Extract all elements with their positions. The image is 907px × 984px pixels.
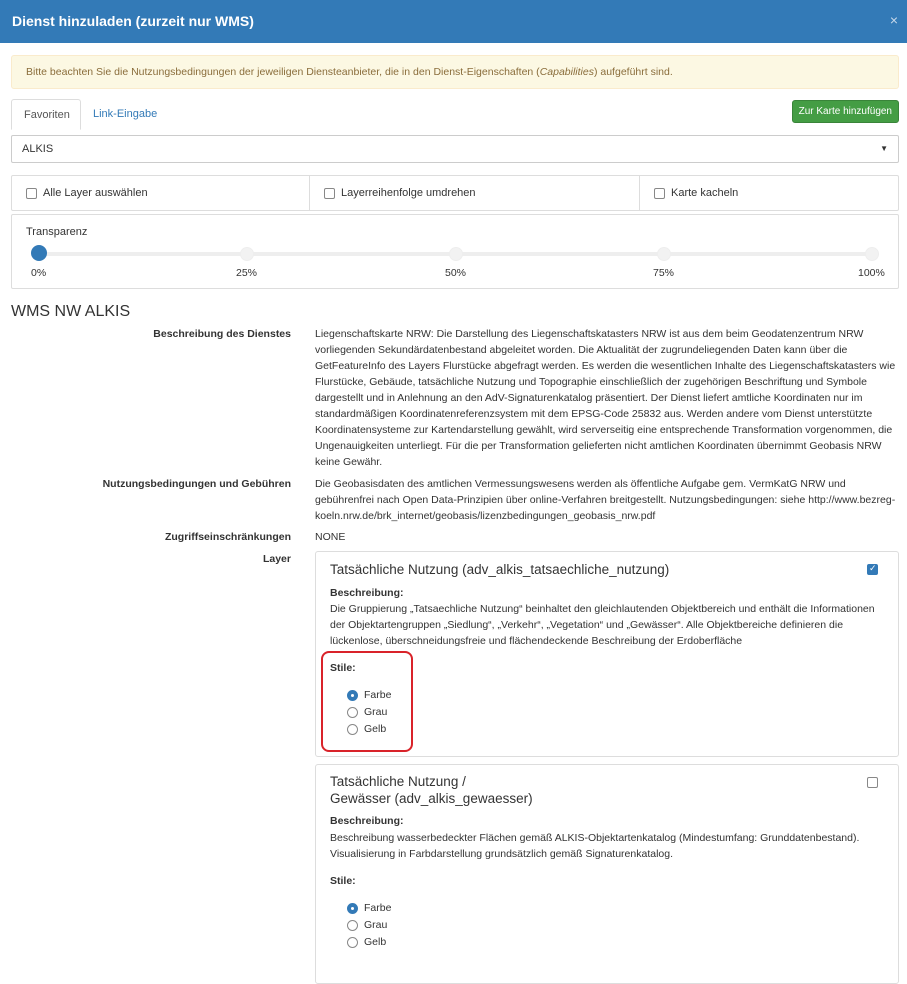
transparency-panel xyxy=(11,214,899,289)
radio-unselected[interactable] xyxy=(347,920,358,931)
terms-alert xyxy=(11,55,899,89)
dialog-title: Dienst hinzuladen (zurzeit nur WMS) xyxy=(12,13,254,29)
option-label: Layerreihenfolge umdrehen xyxy=(341,187,476,199)
alert-text-italic: Capabilities xyxy=(539,66,594,78)
styles-head: Stile: xyxy=(330,875,356,887)
slider-tick[interactable] xyxy=(865,247,879,261)
radio-unselected[interactable] xyxy=(347,937,358,948)
layer-title-line2: Gewässer (adv_alkis_gewaesser) xyxy=(330,791,533,806)
styles-head: Stile: xyxy=(330,662,356,674)
desc-label: Beschreibung des Dienstes xyxy=(153,328,291,340)
terms-text: Die Geobasisdaten des amtlichen Vermessungswesens werden als öffentliche Aufgabe gem. VermKatG NRW und gebührenfrei nach Open Data-Prinzipien über online-Verfahren breitgestellt. Nutzungsbedingungen: siehe http://www.bezreg-koeln.nrw.de/brk_internet/geobasis/lizenzbedingungen_geobasis_nrw.pdf xyxy=(315,478,896,522)
tab-favoriten[interactable]: Favoriten xyxy=(11,99,81,130)
layer-title-line1: Tatsächliche Nutzung / xyxy=(330,774,466,789)
style-label: Gelb xyxy=(364,723,387,735)
radio-selected[interactable] xyxy=(347,903,358,914)
layer-label: Layer xyxy=(262,553,291,565)
caret-down-icon: ▼ xyxy=(880,144,888,153)
access-label: Zugriffseinschränkungen xyxy=(164,531,291,543)
tab-link-eingabe[interactable]: Link-Eingabe xyxy=(93,108,158,120)
desc-text: Liegenschaftskarte NRW: Die Darstellung des Liegenschaftskatasters NRW ist aus dem beim Geodatenzentrum NRW vorliegenden Sekundärdatenbestand abgeleitet worden. Die Aktualität der zugrundeliegenden Daten kann über die GetFeatureInfo des Layers Flurstücke abgefragt werden. Es werden die wesentlichen Inhalte des Liegenschaftskatasters wie Flurstücke, Gebäude, tatsächliche Nutzung und Topographie einschließlich der zugehörigen Beschriftung und Symbole dargestellt und in Anlehnung an den AdV-Signaturenkatalog präsentiert. Der Dienst liefert amtliche Koordinaten nur im standardmäßigen Koordinatenreferenzsystem mit dem EPSG-Code 25832 aus. Werden andere vom Dienst unterstützte Koordinatensysteme zur Kartendarstellung gewählt, wird serverseitig eine entsprechende Transformation vorgenommen, die Ungenauigkeiten unterliegt. Für die per Transformation gelieferten nicht amtlichen Koordinaten übernimmt Geobasis NRW keine Gewähr. xyxy=(315,328,896,468)
slider-tick[interactable] xyxy=(240,247,254,261)
style-label: Farbe xyxy=(364,902,392,914)
layer-desc: Die Gruppierung „Tatsaechliche Nutzung“ beinhaltet den gleichlautenden Objektbereich und enthält die Informationen der Objektartengruppen „Siedlung“, „Verkehr“, „Vegetation“ und „Gewässer“. Alle Objektbereiche definieren die lückenlose, überschneidungsfreie und flächendeckende Beschreibung der Erdoberfläche xyxy=(330,603,875,647)
access-text: NONE xyxy=(315,531,346,543)
service-title: WMS NW ALKIS xyxy=(11,303,131,320)
style-label: Grau xyxy=(364,919,388,931)
style-option-grau[interactable] xyxy=(347,918,387,932)
service-select[interactable] xyxy=(11,135,899,163)
style-option-farbe[interactable] xyxy=(347,901,391,915)
layer-card-gewaesser xyxy=(315,764,899,984)
style-label: Grau xyxy=(364,706,388,718)
option-label: Alle Layer auswählen xyxy=(43,187,148,199)
layer-checkbox-checked[interactable] xyxy=(867,564,878,575)
select-all-checkbox[interactable] xyxy=(26,188,37,199)
option-tile-map[interactable] xyxy=(639,176,898,210)
alert-text-after: ) aufgeführt sind. xyxy=(593,66,673,78)
option-reverse-order[interactable] xyxy=(309,176,639,210)
option-label: Karte kacheln xyxy=(671,187,739,199)
add-to-map-button[interactable]: Zur Karte hinzufügen xyxy=(792,100,899,123)
transparency-label: Transparenz xyxy=(26,226,88,238)
terms-label: Nutzungsbedingungen und Gebühren xyxy=(102,478,291,490)
highlight-annotation xyxy=(321,651,413,752)
style-option-gelb[interactable] xyxy=(347,935,386,949)
tick-label-25: 25% xyxy=(236,267,258,279)
close-icon[interactable]: × xyxy=(889,12,898,28)
tick-label-75: 75% xyxy=(653,267,675,279)
tile-map-checkbox[interactable] xyxy=(654,188,665,199)
service-select-value: ALKIS xyxy=(22,143,54,155)
layer-title: Tatsächliche Nutzung (adv_alkis_tatsaechliche_nutzung) xyxy=(330,562,670,577)
tick-label-0: 0% xyxy=(31,267,47,279)
layer-options-bar xyxy=(11,175,899,211)
reverse-order-checkbox[interactable] xyxy=(324,188,335,199)
dialog-header xyxy=(0,0,907,43)
slider-tick[interactable] xyxy=(657,247,671,261)
style-label: Gelb xyxy=(364,936,387,948)
option-select-all-layers[interactable] xyxy=(12,176,309,210)
layer-desc-head: Beschreibung: xyxy=(330,587,404,599)
layer-desc-head: Beschreibung: xyxy=(330,815,404,827)
tab-bar xyxy=(11,99,899,129)
tick-label-100: 100% xyxy=(858,267,885,279)
tick-label-50: 50% xyxy=(445,267,467,279)
transparency-handle[interactable] xyxy=(31,245,47,261)
layer-checkbox-unchecked[interactable] xyxy=(867,777,878,788)
layer-desc: Beschreibung wasserbedeckter Flächen gemäß ALKIS-Objektartenkatalog (Mindestumfang: Grunddatenbestand). Visualisierung in Farbdarstellung grundsätzlich gemäß Signaturenkatalog. xyxy=(330,832,860,860)
style-label: Farbe xyxy=(364,689,392,701)
alert-text-before: Bitte beachten Sie die Nutzungsbedingungen der jeweiligen Diensteanbieter, die in den Dienst-Eigenschaften ( xyxy=(26,66,540,78)
slider-tick[interactable] xyxy=(449,247,463,261)
